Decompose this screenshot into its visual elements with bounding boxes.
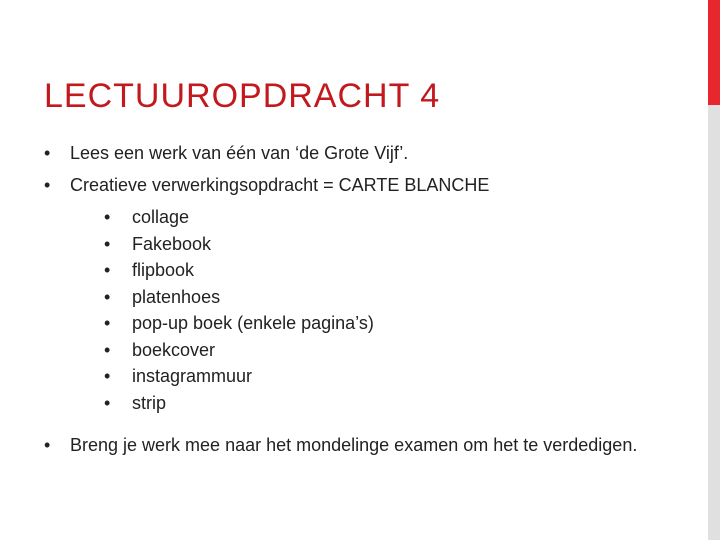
- bullet-icon: •: [44, 175, 51, 195]
- sub-list-item: [70, 337, 664, 364]
- sub-list-item-text: strip: [132, 392, 167, 413]
- slide-title: LECTUUROPDRACHT 4: [44, 77, 441, 115]
- sub-list-item-text: Fakebook: [132, 233, 212, 254]
- bullet-icon: •: [104, 233, 111, 254]
- bullet-item-assignment: [44, 172, 664, 416]
- bullet-icon: •: [104, 366, 111, 386]
- sub-list-item: [70, 204, 664, 231]
- bullet-item-emphasis: CARTE BLANCHE: [338, 175, 490, 195]
- bullet-item-text: Lees een werk van één van ‘de Grote Vijf’.: [70, 143, 409, 163]
- sub-list-item-text: boekcover: [132, 339, 216, 360]
- bullet-icon: •: [104, 392, 111, 413]
- bullet-icon: •: [104, 286, 111, 307]
- sub-list: [70, 204, 664, 416]
- bullet-icon: •: [104, 260, 111, 280]
- sub-list-item-text: platenhoes: [132, 286, 221, 307]
- slide-body: [44, 140, 664, 456]
- sub-list-item-text: instagrammuur: [132, 366, 253, 386]
- accent-bar: [708, 0, 720, 105]
- bullet-item-text-prefix: Creatieve verwerkingsopdracht =: [70, 175, 339, 195]
- sub-list-item-text: pop-up boek (enkele pagina’s): [132, 313, 374, 333]
- bullet-icon: •: [104, 313, 111, 333]
- sub-list-item: [70, 231, 664, 258]
- bullet-icon: •: [104, 339, 111, 360]
- sub-list-item: [70, 284, 664, 311]
- sub-list-item-text: collage: [132, 207, 190, 227]
- bullet-icon: •: [44, 435, 51, 455]
- bullet-item-exam: [44, 434, 664, 456]
- bullet-item-text: Breng je werk mee naar het mondelinge examen om het te verdedigen.: [70, 435, 638, 455]
- bullet-item-read: [44, 140, 664, 166]
- sub-list-item-text: flipbook: [132, 260, 195, 280]
- bullet-icon: •: [44, 143, 51, 163]
- sub-list-item: [70, 310, 664, 337]
- sub-list-item: [70, 363, 664, 390]
- sub-list-item: [70, 257, 664, 284]
- sub-list-item: [70, 390, 664, 417]
- bullet-icon: •: [104, 207, 111, 227]
